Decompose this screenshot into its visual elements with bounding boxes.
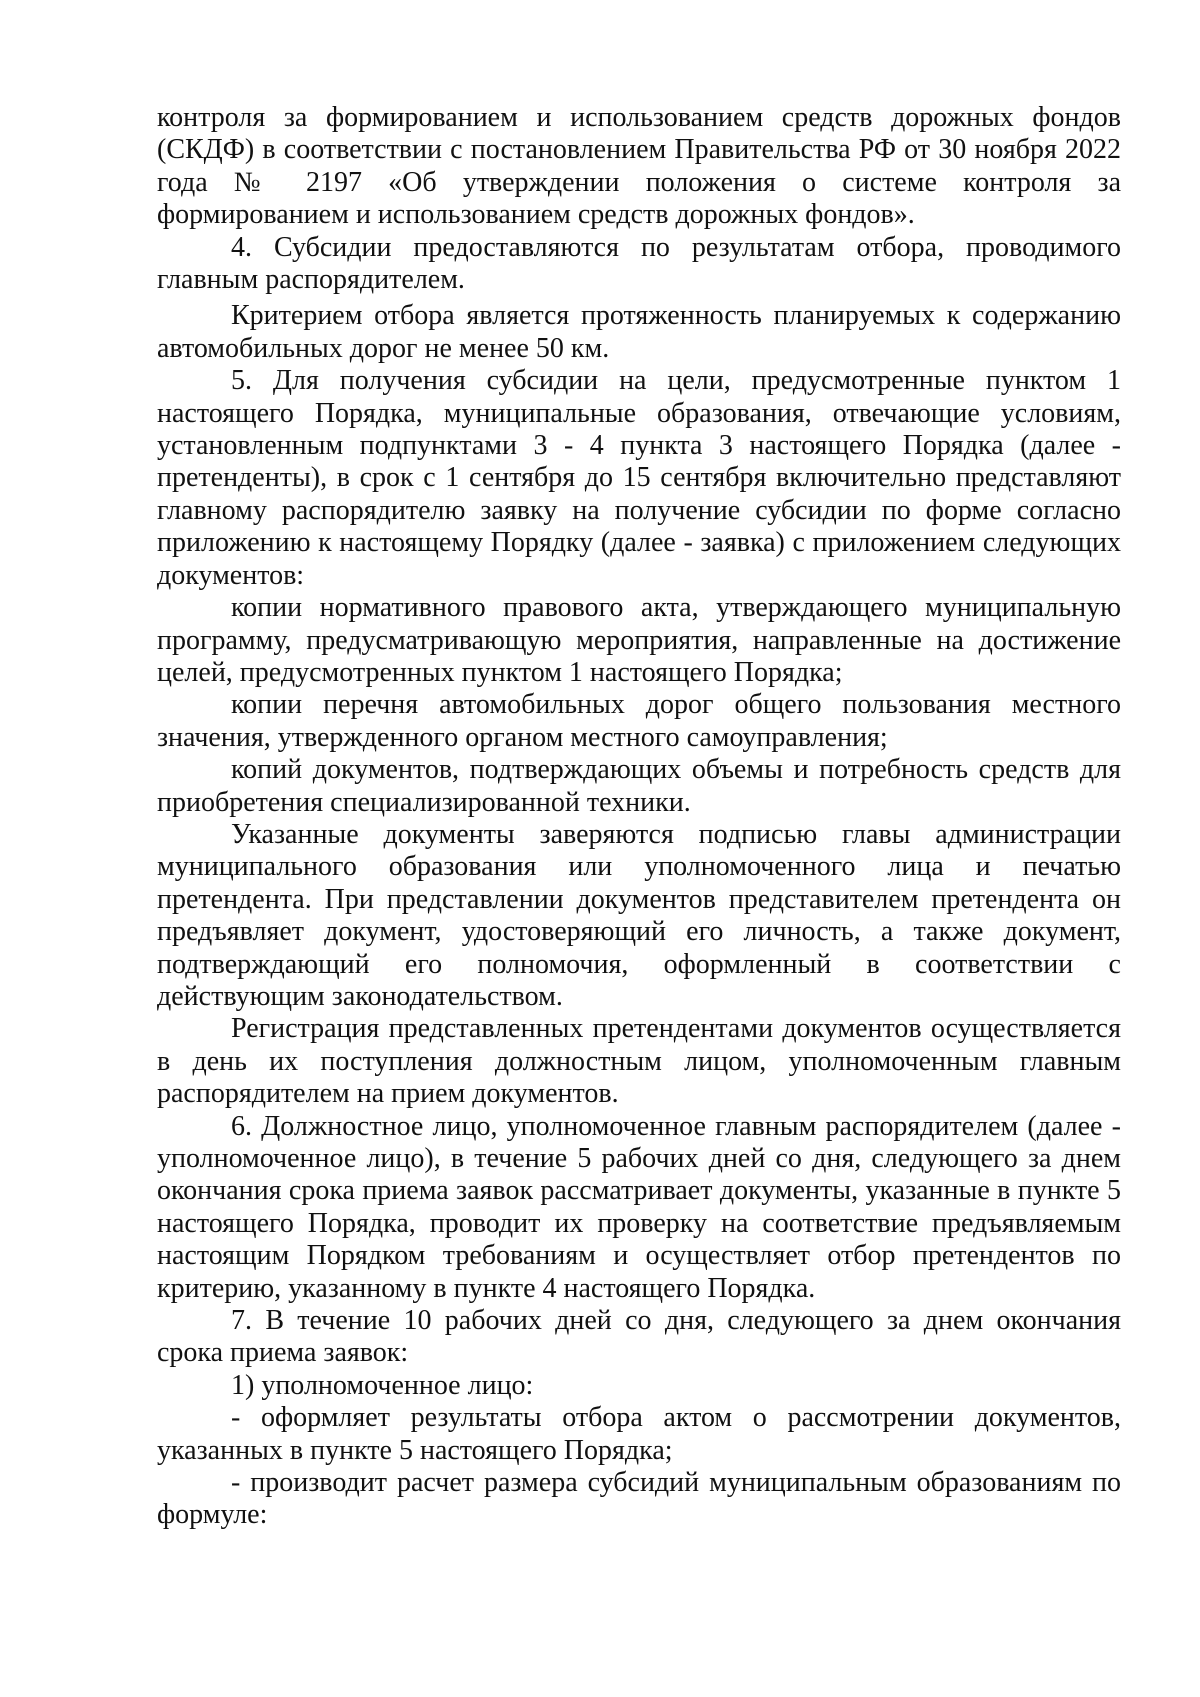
paragraph-item-4: 4. Субсидии предоставляются по результатам отбора, проводимого главным распорядителем.	[157, 231, 1121, 296]
document-page	[157, 102, 1121, 1532]
paragraph-selection-criterion: Критерием отбора является протяженность планируемых к содержанию автомобильных дорог не менее 50 км.	[157, 300, 1121, 364]
paragraph-act-of-review: - оформляет результаты отбора актом о рассмотрении документов, указанных в пункте 5 настоящего Порядка;	[157, 1402, 1121, 1466]
paragraph-docs-registration: Регистрация представленных претендентами документов осуществляется в день их поступления должностным лицом, уполномоченным главным распорядителем на прием документов.	[157, 1013, 1121, 1110]
paragraph-item-5: 5. Для получения субсидии на цели, предусмотренные пунктом 1 настоящего Порядка, муниципальные образования, отвечающие условиям, установленным подпунктами 3 - 4 пункта 3 настоящего Порядка (далее - претенденты), в срок с 1 сентября до 15 сентября включительно представляют главному распорядителю заявку на получение субсидии по форме согласно приложению к настоящему Порядку (далее - заявка) с приложением следующих документов:	[157, 365, 1121, 591]
paragraph-subitem-1: 1) уполномоченное лицо:	[231, 1369, 534, 1401]
paragraph-doc-program-copy: копии нормативного правового акта, утверждающего муниципальную программу, предусматривающую мероприятия, направленные на достижение целей, предусмотренных пунктом 1 настоящего Порядка;	[157, 592, 1121, 688]
paragraph-subsidy-calculation: - производит расчет размера субсидий муниципальным образованиям по формуле:	[157, 1467, 1121, 1531]
paragraph-docs-certification: Указанные документы заверяются подписью главы администрации муниципального образования или уполномоченного лица и печатью претендента. При представлении документов представителем претендента он предъявляет документ, удостоверяющий его личность, а также документ, подтверждающий его полномочия, оформленный в соответствии с действующим законодательством.	[157, 818, 1121, 1012]
paragraph-doc-equipment-need: копий документов, подтверждающих объемы и потребность средств для приобретения специализированной техники.	[157, 754, 1121, 818]
paragraph-doc-roads-list: копии перечня автомобильных дорог общего пользования местного значения, утвержденного органом местного самоуправления;	[157, 689, 1121, 753]
paragraph-item-6: 6. Должностное лицо, уполномоченное главным распорядителем (далее - уполномоченное лицо), в течение 5 рабочих дней со дня, следующего за днем окончания срока приема заявок рассматривает документы, указанные в пункте 5 настоящего Порядка, проводит их проверку на соответствие предъявляемым настоящим Порядком требованиям и осуществляет отбор претендентов по критерию, указанному в пункте 4 настоящего Порядка.	[157, 1110, 1121, 1304]
paragraph-skdf-continuation: контроля за формированием и использованием средств дорожных фондов (СКДФ) в соответствии с постановлением Правительства РФ от 30 ноября 2022 года № 2197 «Об утверждении положения о системе контроля за формированием и использованием средств дорожных фондов».	[157, 102, 1121, 231]
paragraph-item-7: 7. В течение 10 рабочих дней со дня, следующего за днем окончания срока приема заявок:	[157, 1305, 1121, 1369]
